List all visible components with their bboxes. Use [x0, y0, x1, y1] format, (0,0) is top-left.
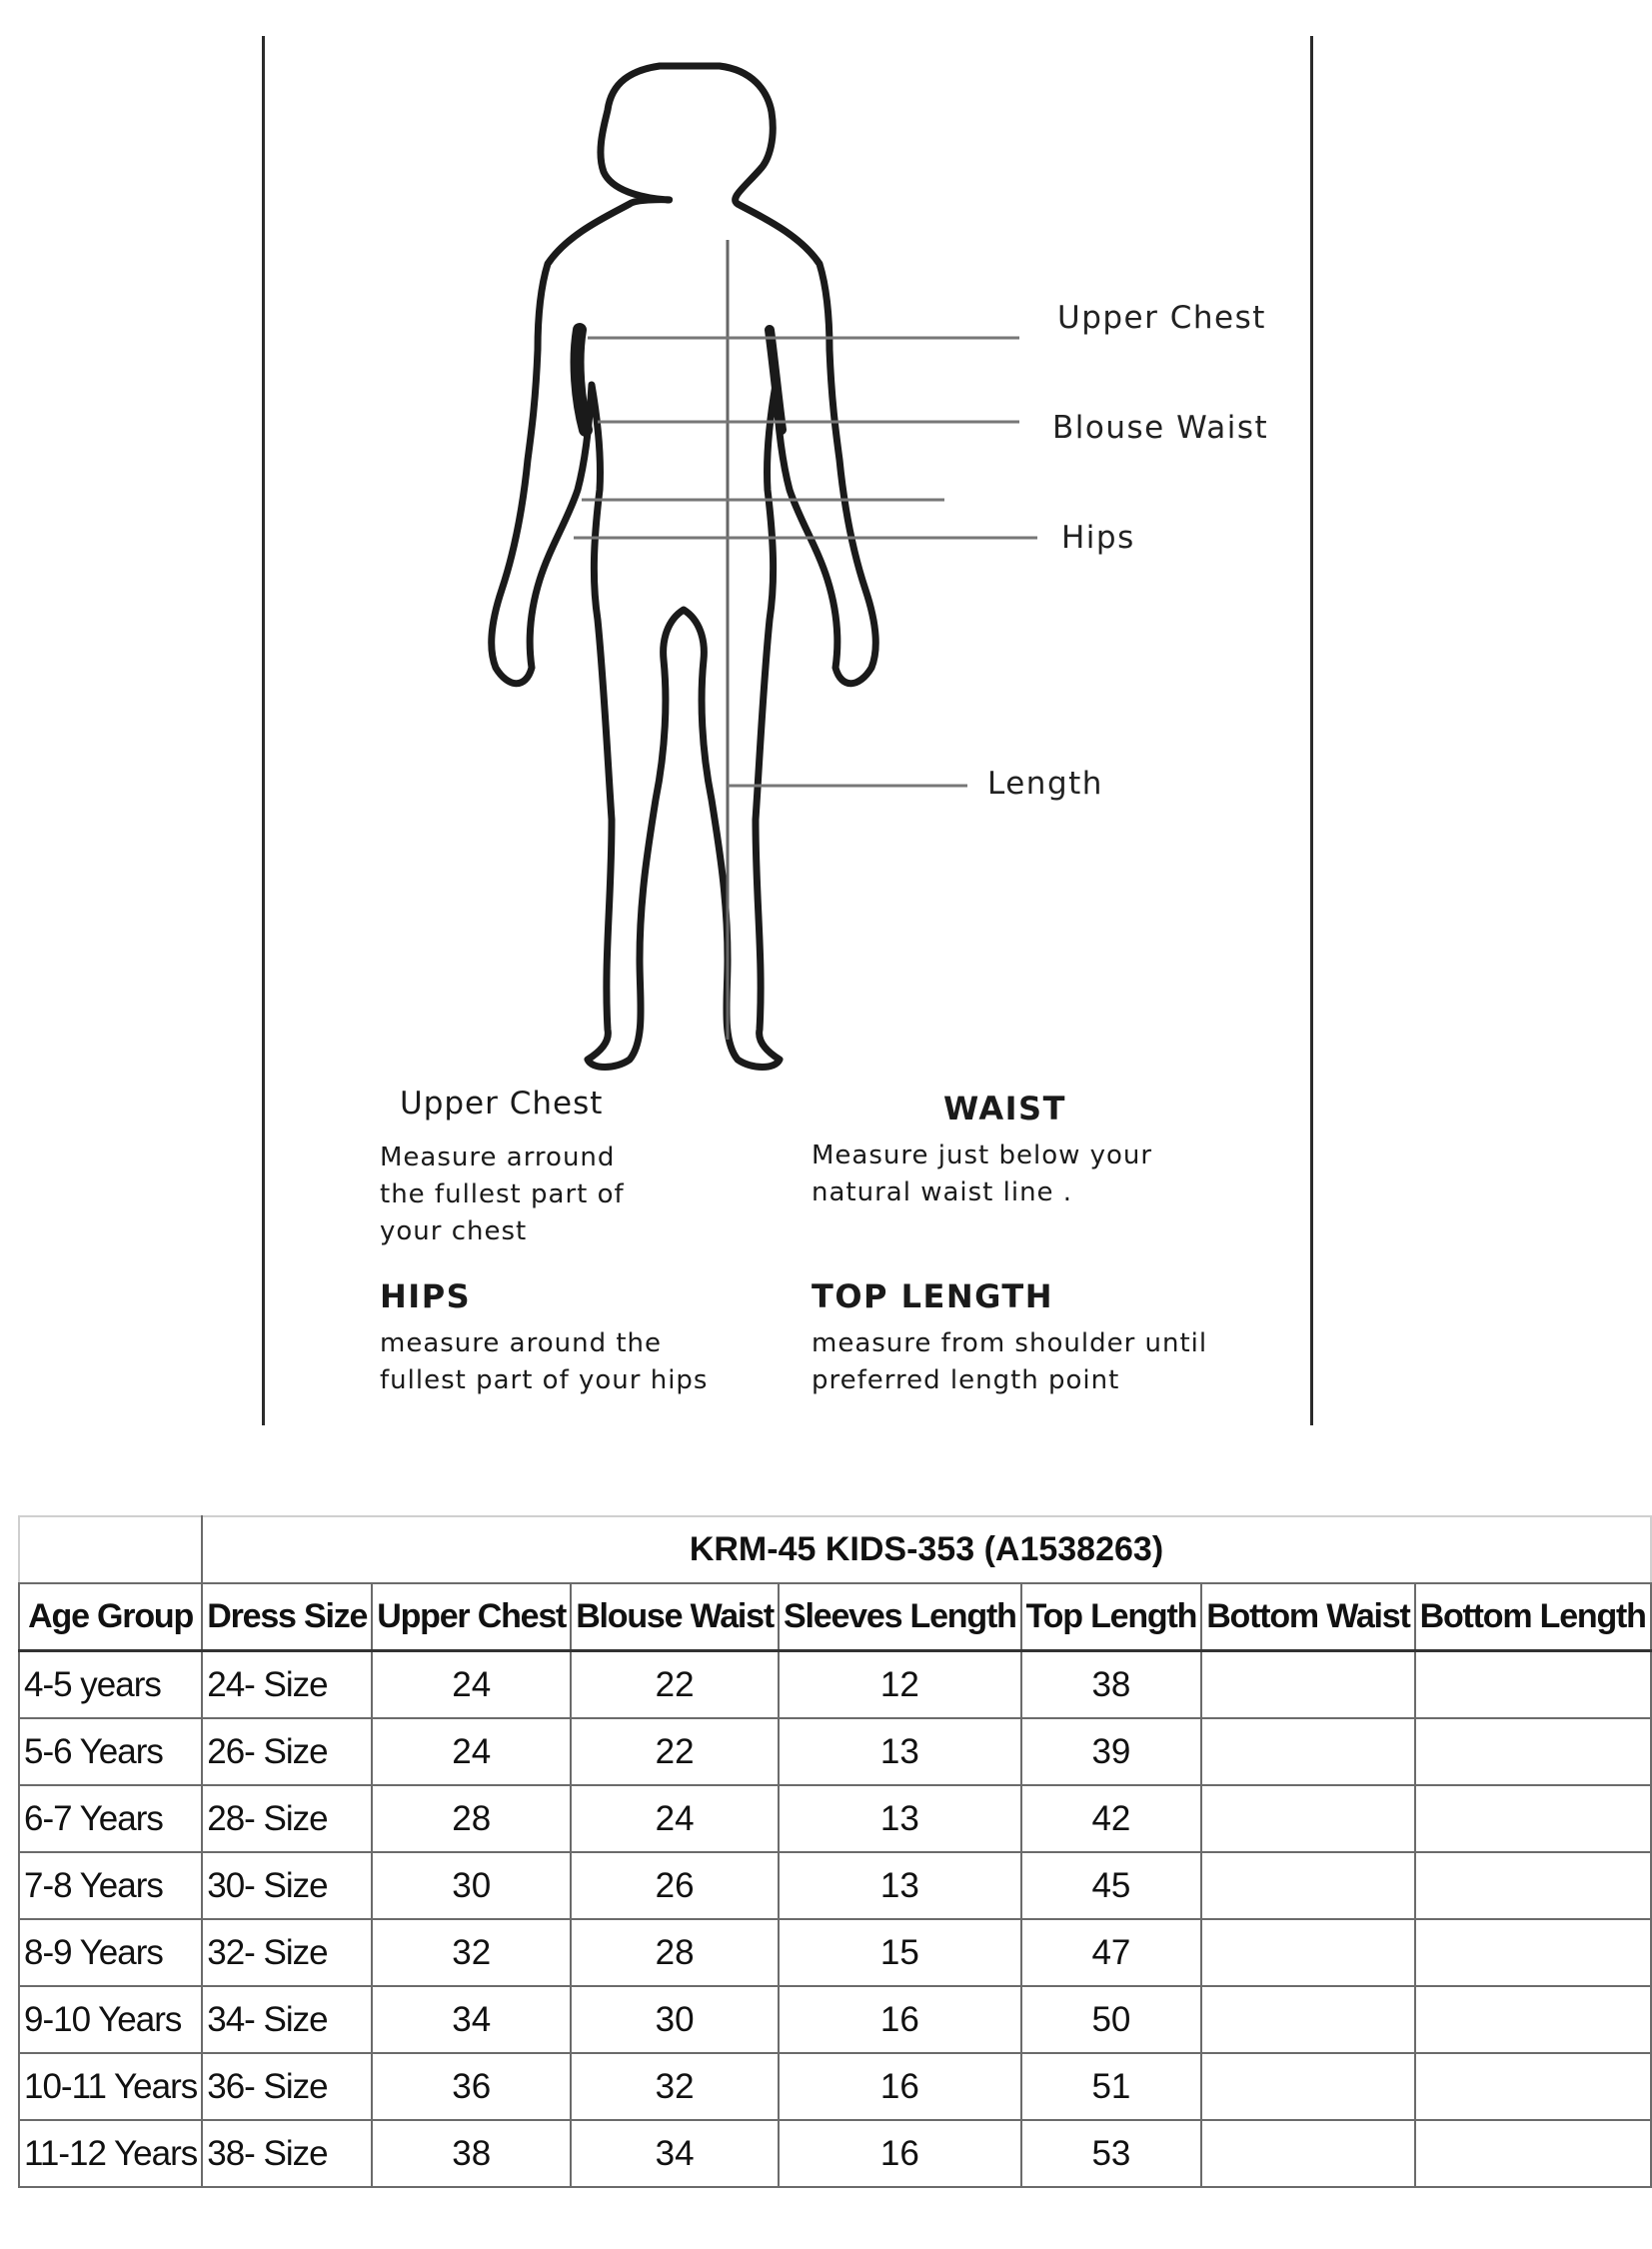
- top-length-cell: 53: [1021, 2120, 1202, 2187]
- waist-heading: WAIST: [943, 1090, 1066, 1127]
- table-body: [19, 1651, 1651, 2188]
- upper-chest-cell: 32: [372, 1919, 571, 1986]
- hips-heading: HIPS: [380, 1277, 472, 1315]
- bottom-length-cell: [1415, 1718, 1651, 1785]
- dress-size-cell: 38- Size: [202, 2120, 372, 2187]
- top-length-cell: 50: [1021, 1986, 1202, 2053]
- upper-chest-instruction: Measure arround the fullest part of your chest: [380, 1142, 625, 1246]
- table-title-row: [19, 1516, 1651, 1583]
- bottom-length-cell: [1415, 1986, 1651, 2053]
- sleeves-length-cell: 13: [779, 1785, 1021, 1852]
- sleeves-length-cell: 12: [779, 1651, 1021, 1719]
- waist-instruction: Measure just below your natural waist line .: [812, 1140, 1153, 1207]
- age-group-cell: 6-7 Years: [19, 1785, 202, 1852]
- dress-size-cell: 34- Size: [202, 1986, 372, 2053]
- table-header-row: [19, 1583, 1651, 1651]
- header-dress-size: Dress Size: [202, 1583, 372, 1651]
- age-group-cell: 4-5 years: [19, 1651, 202, 1719]
- table-row: [19, 1651, 1651, 1719]
- hips-instruction: measure around the fullest part of your hips: [380, 1328, 709, 1395]
- bottom-length-cell: [1415, 1852, 1651, 1919]
- top-length-cell: 51: [1021, 2053, 1202, 2120]
- top-length-heading: TOP LENGTH: [812, 1277, 1053, 1315]
- table-row: [19, 2120, 1651, 2187]
- age-group-cell: 11-12 Years: [19, 2120, 202, 2187]
- table-row: [19, 1785, 1651, 1852]
- dress-size-cell: 28- Size: [202, 1785, 372, 1852]
- header-upper-chest: Upper Chest: [372, 1583, 571, 1651]
- blouse-waist-cell: 30: [571, 1986, 779, 2053]
- table-row: [19, 2053, 1651, 2120]
- blouse-waist-cell: 22: [571, 1651, 779, 1719]
- blouse-waist-cell: 22: [571, 1718, 779, 1785]
- sleeves-length-cell: 16: [779, 2120, 1021, 2187]
- bottom-waist-cell: [1201, 2120, 1414, 2187]
- header-blouse-waist: Blouse Waist: [571, 1583, 779, 1651]
- header-top-length: Top Length: [1021, 1583, 1202, 1651]
- bottom-waist-cell: [1201, 1986, 1414, 2053]
- bottom-length-cell: [1415, 1919, 1651, 1986]
- bottom-length-cell: [1415, 2053, 1651, 2120]
- upper-chest-cell: 24: [372, 1651, 571, 1719]
- bottom-waist-cell: [1201, 1785, 1414, 1852]
- callout-hips: Hips: [1061, 520, 1135, 556]
- bottom-length-cell: [1415, 1651, 1651, 1719]
- table-row: [19, 1919, 1651, 1986]
- table-corner-cell: [19, 1516, 202, 1583]
- blouse-waist-cell: 34: [571, 2120, 779, 2187]
- header-bottom-waist: Bottom Waist: [1201, 1583, 1414, 1651]
- table-row: [19, 1986, 1651, 2053]
- top-length-cell: 45: [1021, 1852, 1202, 1919]
- header-sleeves-length: Sleeves Length: [779, 1583, 1021, 1651]
- upper-chest-cell: 30: [372, 1852, 571, 1919]
- bottom-waist-cell: [1201, 1718, 1414, 1785]
- bottom-length-cell: [1415, 1785, 1651, 1852]
- sleeves-length-cell: 16: [779, 1986, 1021, 2053]
- top-length-cell: 39: [1021, 1718, 1202, 1785]
- upper-chest-cell: 38: [372, 2120, 571, 2187]
- header-bottom-length: Bottom Length: [1415, 1583, 1651, 1651]
- bottom-waist-cell: [1201, 1852, 1414, 1919]
- age-group-cell: 10-11 Years: [19, 2053, 202, 2120]
- dress-size-cell: 24- Size: [202, 1651, 372, 1719]
- upper-chest-cell: 24: [372, 1718, 571, 1785]
- upper-chest-cell: 34: [372, 1986, 571, 2053]
- table-title: KRM-45 KIDS-353 (A1538263): [202, 1516, 1651, 1583]
- blouse-waist-cell: 32: [571, 2053, 779, 2120]
- dress-size-cell: 30- Size: [202, 1852, 372, 1919]
- table-row: [19, 1852, 1651, 1919]
- callout-blouse-waist: Blouse Waist: [1052, 410, 1269, 446]
- top-length-instruction: measure from shoulder until preferred length point: [812, 1328, 1208, 1395]
- bottom-waist-cell: [1201, 2053, 1414, 2120]
- dress-size-cell: 32- Size: [202, 1919, 372, 1986]
- age-group-cell: 5-6 Years: [19, 1718, 202, 1785]
- bottom-waist-cell: [1201, 1651, 1414, 1719]
- age-group-cell: 7-8 Years: [19, 1852, 202, 1919]
- sleeves-length-cell: 15: [779, 1919, 1021, 1986]
- upper-chest-cell: 36: [372, 2053, 571, 2120]
- blouse-waist-cell: 28: [571, 1919, 779, 1986]
- dress-size-cell: 36- Size: [202, 2053, 372, 2120]
- callout-upper-chest: Upper Chest: [1057, 300, 1266, 336]
- blouse-waist-cell: 24: [571, 1785, 779, 1852]
- upper-chest-heading: Upper Chest: [400, 1086, 604, 1122]
- sleeves-length-cell: 16: [779, 2053, 1021, 2120]
- bottom-waist-cell: [1201, 1919, 1414, 1986]
- dress-size-cell: 26- Size: [202, 1718, 372, 1785]
- top-length-cell: 47: [1021, 1919, 1202, 1986]
- bottom-length-cell: [1415, 2120, 1651, 2187]
- table-row: [19, 1718, 1651, 1785]
- age-group-cell: 9-10 Years: [19, 1986, 202, 2053]
- body-outline: [492, 66, 876, 1068]
- sleeves-length-cell: 13: [779, 1852, 1021, 1919]
- sleeves-length-cell: 13: [779, 1718, 1021, 1785]
- age-group-cell: 8-9 Years: [19, 1919, 202, 1986]
- header-age-group: Age Group: [19, 1583, 202, 1651]
- callout-length: Length: [987, 766, 1103, 802]
- top-length-cell: 38: [1021, 1651, 1202, 1719]
- blouse-waist-cell: 26: [571, 1852, 779, 1919]
- top-length-cell: 42: [1021, 1785, 1202, 1852]
- upper-chest-cell: 28: [372, 1785, 571, 1852]
- size-chart-table: [18, 1515, 1652, 2188]
